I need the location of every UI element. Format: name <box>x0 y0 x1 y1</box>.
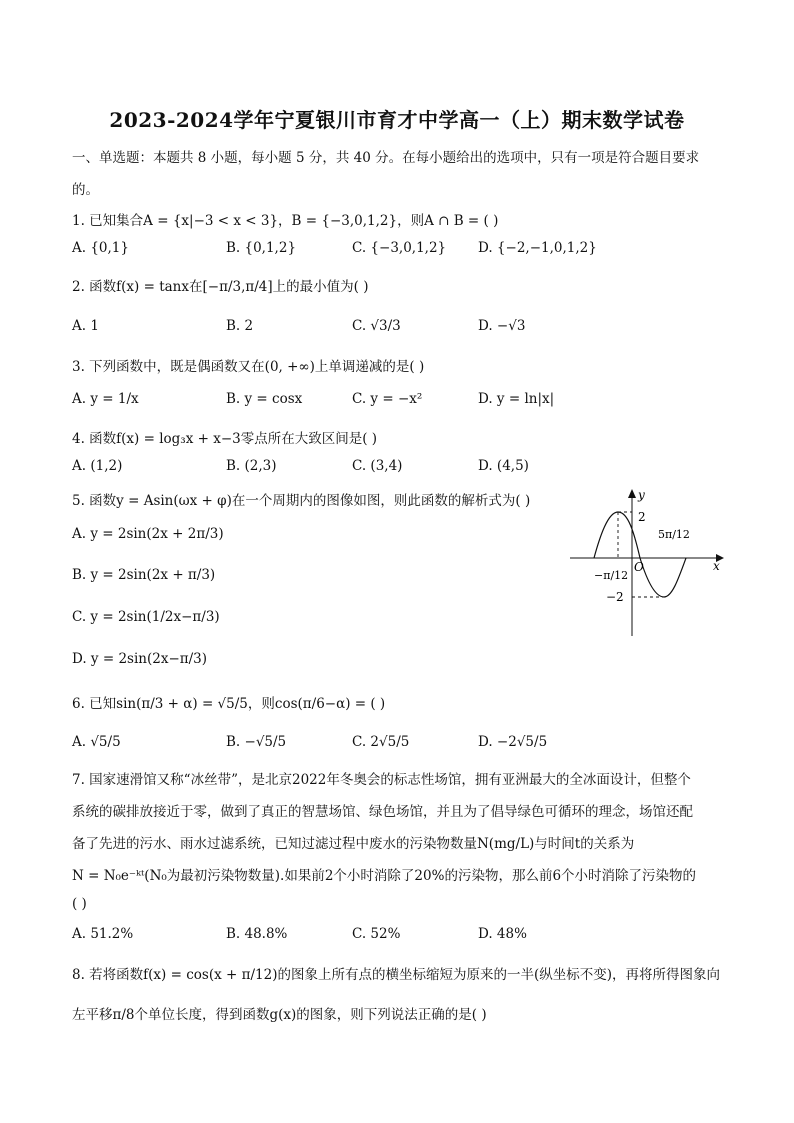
question-7-option-b: B. 48.8% <box>226 926 288 942</box>
question-2-option-b: B. 2 <box>226 318 254 334</box>
question-5-stem: 5. 函数y = Asin(ωx + φ)在一个周期内的图像如图，则此函数的解析式为( ) <box>72 493 531 509</box>
min-label: −2 <box>606 590 624 604</box>
question-1-option-a: A. {0,1} <box>72 240 129 256</box>
question-6-option-c: C. 2√5/5 <box>352 734 410 750</box>
question-7-stem-line2: 系统的碳排放接近于零，做到了真正的智慧场馆、绿色场馆，并且为了倡导绿色可循环的理念，场馆还配 <box>72 804 693 820</box>
question-4-option-c: C. (3,4) <box>352 458 403 474</box>
origin-label: O <box>634 560 644 574</box>
question-5-option-b: B. y = 2sin(2x + π/3) <box>72 567 216 583</box>
question-6-option-a: A. √5/5 <box>72 734 121 750</box>
question-7-stem-line4: N = N₀e⁻ᵏᵗ(N₀为最初污染物数量).如果前2个小时消除了20%的污染物，那么前6个小时消除了污染物的 <box>72 868 697 884</box>
question-4-option-a: A. (1,2) <box>72 458 123 474</box>
question-3-option-c: C. y = −x² <box>352 391 423 407</box>
question-6-option-b: B. −√5/5 <box>226 734 287 750</box>
question-4-stem: 4. 函数f(x) = log₃x + x−3零点所在大致区间是( ) <box>72 431 378 447</box>
question-6-option-d: D. −2√5/5 <box>478 734 548 750</box>
question-1-option-d: D. {−2,−1,0,1,2} <box>478 240 597 256</box>
question-7-option-c: C. 52% <box>352 926 401 942</box>
question-3-option-d: D. y = ln|x| <box>478 391 555 407</box>
question-5-option-c: C. y = 2sin(1/2x−π/3) <box>72 609 220 625</box>
sine-graph <box>566 486 726 642</box>
section-heading-line1: 一、单选题：本题共 8 小题，每小题 5 分，共 40 分。在每小题给出的选项中，只有一项是符合题目要求 <box>72 150 700 166</box>
question-7-stem-line1: 7. 国家速滑馆又称“冰丝带”，是北京2022年冬奥会的标志性场馆，拥有亚洲最大的全冰面设计，但整个 <box>72 772 691 788</box>
y-label: y <box>638 488 645 502</box>
question-4-option-d: D. (4,5) <box>478 458 529 474</box>
question-2-option-a: A. 1 <box>72 318 99 334</box>
question-2-stem: 2. 函数f(x) = tanx在[−π/3,π/4]上的最小值为( ) <box>72 279 369 295</box>
sine-curve <box>594 512 686 597</box>
question-1-stem: 1. 已知集合A = {x|−3 < x < 3}，B = {−3,0,1,2}，则A ∩ B = ( ) <box>72 213 499 229</box>
question-7-stem-line3: 备了先进的污水、雨水过滤系统，已知过滤过程中废水的污染物数量N(mg/L)与时间t的关系为 <box>72 836 635 852</box>
question-5-option-d: D. y = 2sin(2x−π/3) <box>72 651 208 667</box>
question-1-option-c: C. {−3,0,1,2} <box>352 240 447 256</box>
question-3-option-a: A. y = 1/x <box>72 391 139 407</box>
question-7-option-d: D. 48% <box>478 926 527 942</box>
question-3-stem: 3. 下列函数中，既是偶函数又在(0, +∞)上单调递减的是( ) <box>72 359 425 375</box>
question-4-option-b: B. (2,3) <box>226 458 277 474</box>
section-heading-line2: 的。 <box>72 182 99 198</box>
question-6-stem: 6. 已知sin(π/3 + α) = √5/5，则cos(π/6−α) = ( ) <box>72 696 386 712</box>
question-2-option-d: D. −√3 <box>478 318 526 334</box>
question-7-option-a: A. 51.2% <box>72 926 134 942</box>
question-2-option-c: C. √3/3 <box>352 318 401 334</box>
page-title: 2023-2024学年宁夏银川市育才中学高一（上）期末数学试卷 <box>109 108 685 132</box>
question-8-stem-line1: 8. 若将函数f(x) = cos(x + π/12)的图象上所有点的横坐标缩短为原来的一半(纵坐标不变)，再将所得图象向 <box>72 967 720 983</box>
y-axis-arrow <box>628 489 636 498</box>
question-7-stem-line5: ( ) <box>72 896 87 912</box>
right-tick-label: 5π/12 <box>658 528 690 541</box>
x-label: x <box>713 559 720 573</box>
question-8-stem-line2: 左平移π/8个单位长度，得到函数g(x)的图象，则下列说法正确的是( ) <box>72 1007 487 1023</box>
left-tick-label: −π/12 <box>594 569 629 582</box>
question-1-option-b: B. {0,1,2} <box>226 240 297 256</box>
question-5-option-a: A. y = 2sin(2x + 2π/3) <box>72 526 224 542</box>
max-label: 2 <box>638 510 646 524</box>
question-3-option-b: B. y = cosx <box>226 391 303 407</box>
